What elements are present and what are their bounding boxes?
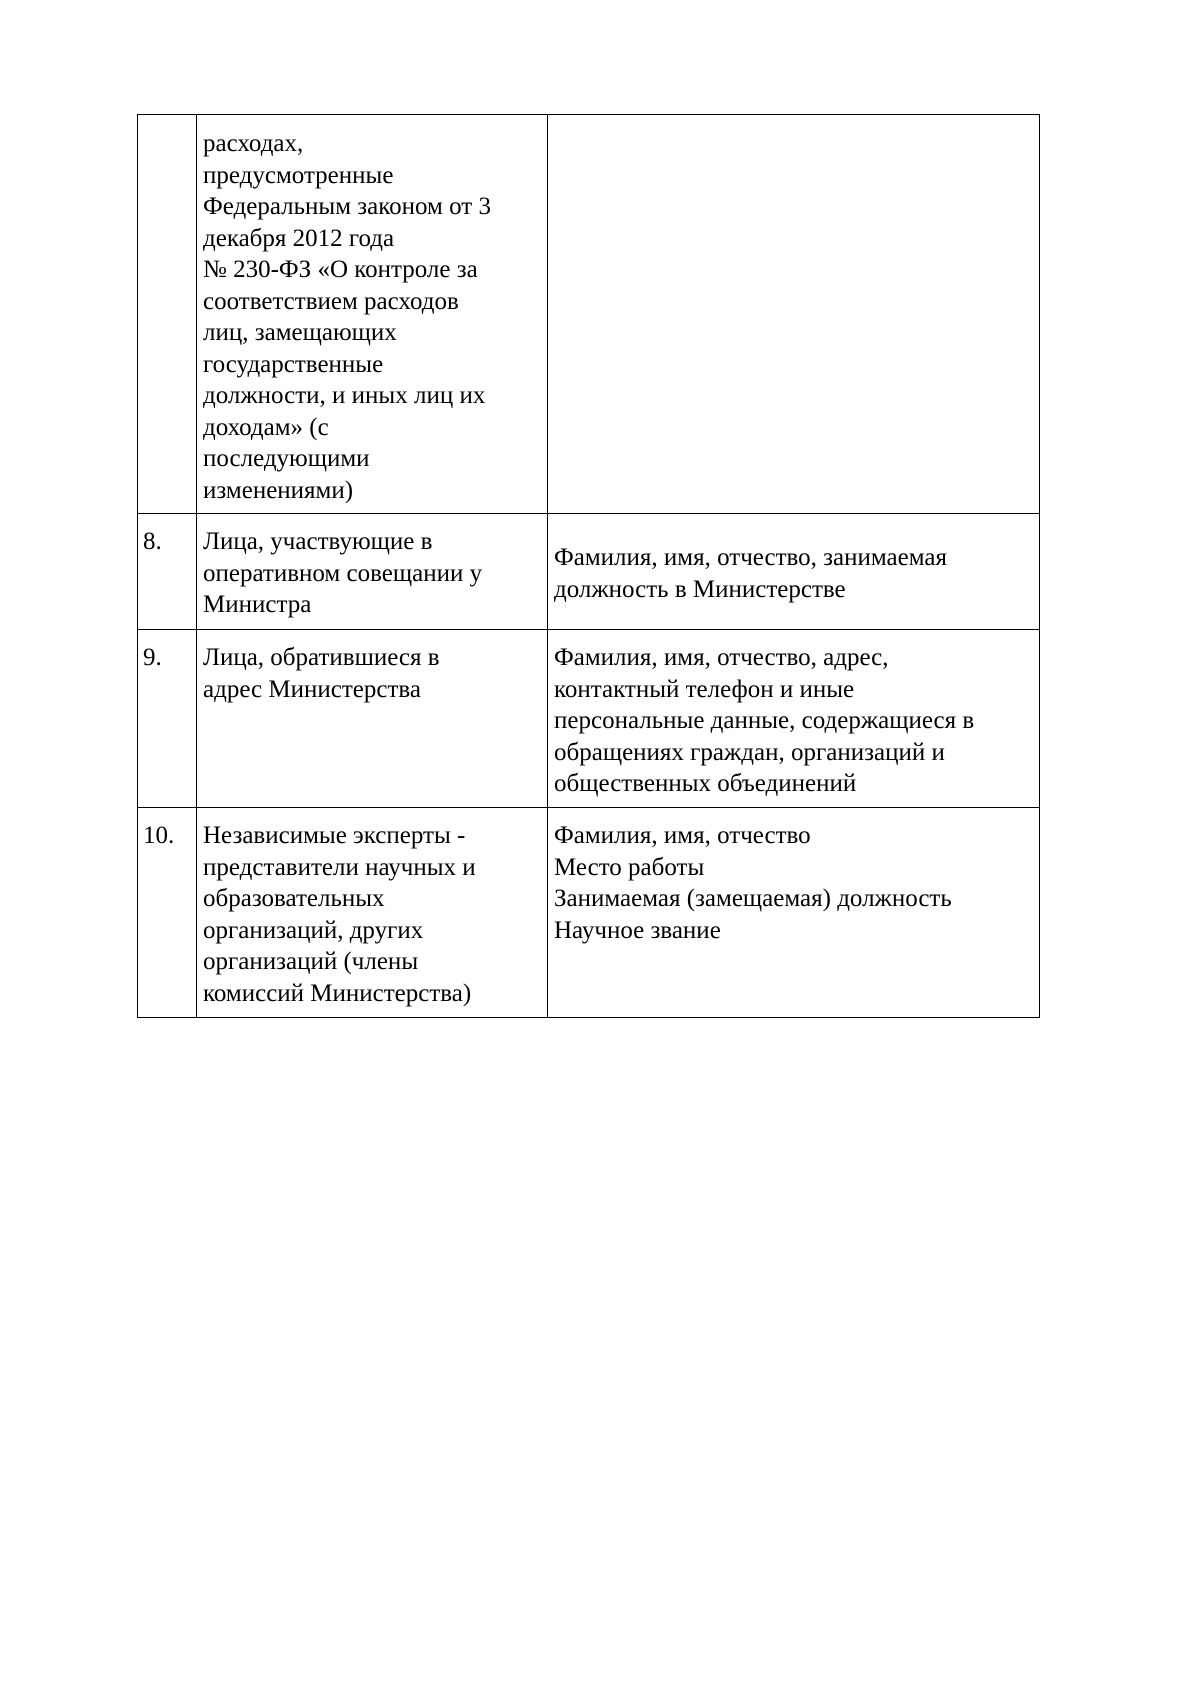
text-line: обращениях граждан, организаций и [554,738,945,766]
text-line: комиссий Министерства) [203,979,472,1007]
text-line: доходам» (с [203,413,329,441]
text-line: государственные [203,350,384,378]
row-number: 8. [138,514,197,630]
text-line: персональные данные, содержащиеся в [554,707,975,734]
text-line: Место работы [554,853,705,881]
personal-data-list [548,115,1040,514]
text-line: Министра [203,591,312,618]
text-line: декабря 2012 года [203,224,395,252]
text-line: соответствием расходов [203,287,459,315]
table-row [138,808,1040,1018]
row-number [138,115,197,514]
text-line: образовательных [203,885,385,912]
text-line: адрес Министерства [203,675,421,703]
text-line: контактный телефон и иные [554,675,855,703]
personal-data-list [548,808,1040,1018]
text-line: лиц, замещающих [203,319,397,346]
text-line: оперативном совещании у [203,559,483,587]
text-line: Фамилия, имя, отчество, адрес, [554,644,889,671]
row-number: 10. [138,808,197,1018]
row-number: 9. [138,630,197,808]
text-line: должность в Министерстве [554,575,846,603]
text-line: Фамилия, имя, отчество [554,822,811,849]
personal-data-list [548,514,1040,630]
text-line: Занимаемая (замещаемая) должность [554,885,952,912]
text-line: организаций, других [203,916,424,944]
table-row [138,630,1040,808]
table-row [138,115,1040,514]
subject-category [197,630,548,808]
text-line: предусмотренные [203,161,394,189]
subject-category [197,115,548,514]
text-line: Научное звание [554,916,721,944]
personal-data-list [548,630,1040,808]
text-line: общественных объединений [554,770,857,797]
personal-data-table [137,114,1040,1018]
text-line: Лица, обратившиеся в [203,644,440,671]
subject-category [197,514,548,630]
text-line: расходах, [203,130,304,157]
subject-category [197,808,548,1018]
text-line: последующими [203,445,370,472]
text-line: Независимые эксперты - [203,822,466,849]
table-row [138,514,1040,630]
text-line: Лица, участвующие в [203,528,433,555]
text-line: № 230-ФЗ «О контроле за [203,256,478,283]
text-line: организаций (члены [203,948,419,975]
text-line: Федеральным законом от 3 [203,193,491,220]
text-line: изменениями) [203,476,354,504]
text-line: должности, и иных лиц их [203,382,486,409]
text-line: представители научных и [203,853,476,881]
text-line: Фамилия, имя, отчество, занимаемая [554,544,947,571]
